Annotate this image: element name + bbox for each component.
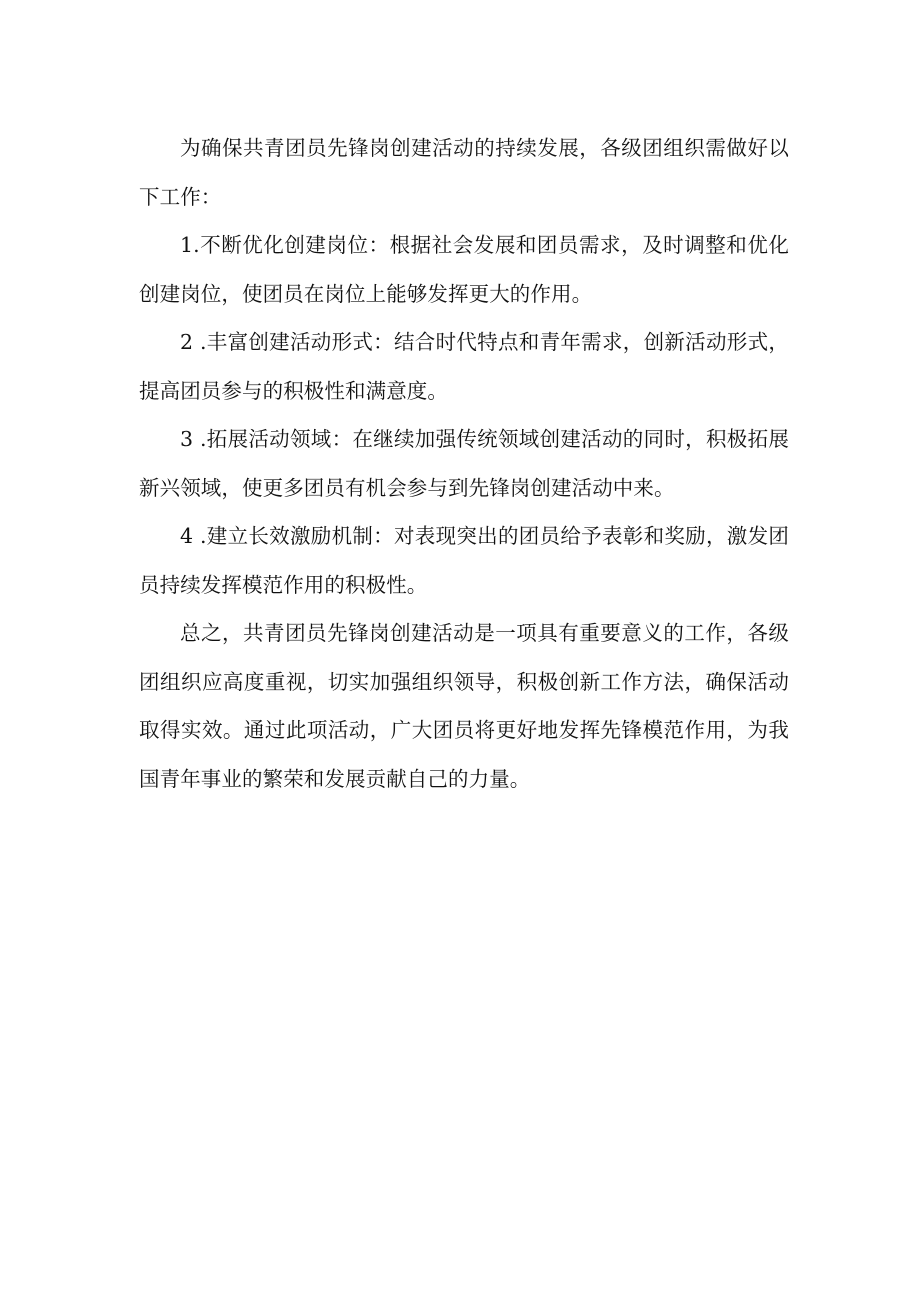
intro-paragraph: 为确保共青团员先锋岗创建活动的持续发展，各级团组织需做好以下工作：	[139, 136, 789, 209]
item-2-paragraph: 2 .丰富创建活动形式：结合时代特点和青年需求，创新活动形式，提高团员参与的积极性和满意度。	[139, 330, 789, 403]
conclusion-paragraph: 总之，共青团员先锋岗创建活动是一项具有重要意义的工作，各级团组织应高度重视，切实加强组织领导，积极创新工作方法，确保活动取得实效。通过此项活动，广大团员将更好地发挥先锋模范作用，为我国青年事业的繁荣和发展贡献自己的力量。	[139, 621, 789, 791]
item-4-paragraph: 4 .建立长效激励机制：对表现突出的团员给予表彰和奖励，激发团员持续发挥模范作用的积极性。	[139, 524, 789, 597]
document-body	[139, 124, 789, 803]
item-3-paragraph: 3 .拓展活动领域：在继续加强传统领域创建活动的同时，积极拓展新兴领域，使更多团员有机会参与到先锋岗创建活动中来。	[139, 427, 789, 500]
item-1-paragraph: 1.不断优化创建岗位：根据社会发展和团员需求，及时调整和优化创建岗位，使团员在岗位上能够发挥更大的作用。	[139, 233, 789, 306]
